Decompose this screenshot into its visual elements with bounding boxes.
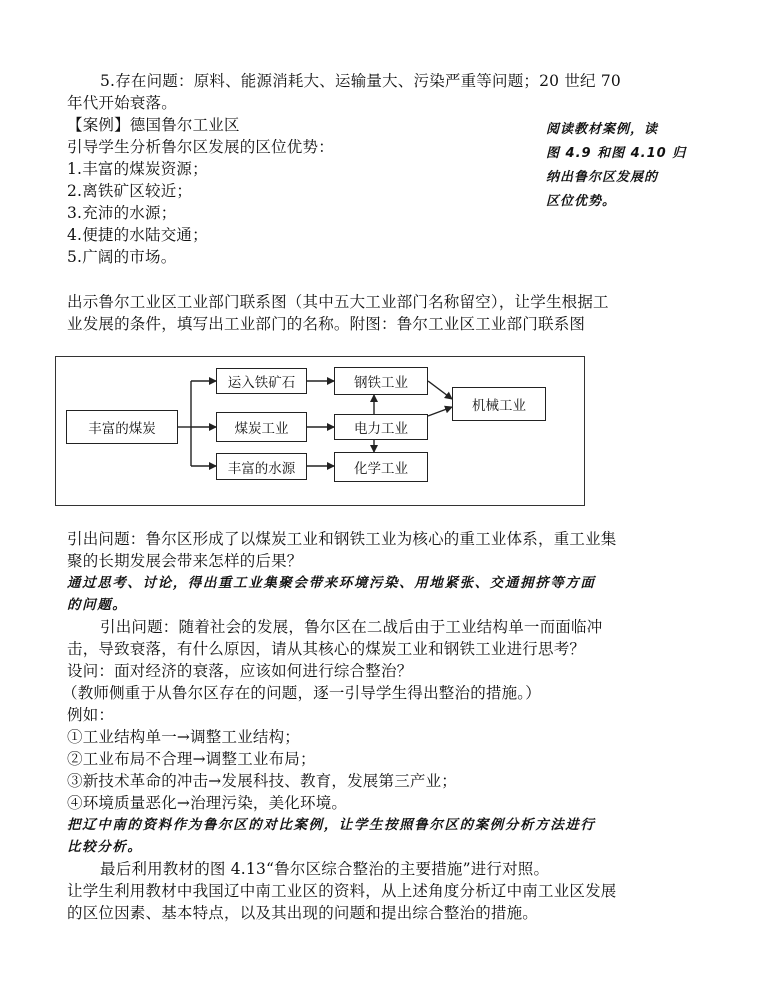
setup-question: 设问：面对经济的衰落，应该如何进行综合整治？ [67, 662, 413, 680]
discussion-line-1: 通过思考、讨论，得出重工业集聚会带来环境污染、用地紧张、交通拥挤等方面 [67, 575, 596, 591]
final-line-1: 最后利用教材的图 4.13“鲁尔区综合整治的主要措施”进行对照。 [100, 860, 550, 878]
side-note-line: 纳出鲁尔区发展的 [546, 170, 659, 185]
teacher-note: （教师侧重于从鲁尔区存在的问题，逐一引导学生得出整治的措施。） [62, 684, 541, 702]
question-2-line-2: 击，导致衰落，有什么原因，请从其核心的煤炭工业和钢铁工业进行思考？ [67, 640, 586, 658]
problem-line-2: 年代开始衰落。 [67, 94, 177, 112]
box-rich-coal: 丰富的煤炭 [66, 410, 178, 444]
measure-1: ①工业结构单一→调整工业结构； [67, 728, 300, 746]
side-note-line: 阅读教材案例，读 [546, 122, 659, 137]
compare-line-2: 比较分析。 [67, 839, 143, 855]
box-water-source: 丰富的水源 [216, 453, 307, 480]
diagram-intro-1: 出示鲁尔工业区工业部门联系图（其中五大工业部门名称留空），让学生根据工 [67, 293, 609, 311]
advantage-2: 2.离铁矿区较近； [67, 182, 193, 200]
box-coal-industry: 煤炭工业 [216, 412, 307, 442]
box-steel-industry: 钢铁工业 [334, 367, 428, 395]
side-note [546, 118, 696, 214]
side-note-line: 图 4.9 和图 4.10 归 [546, 146, 687, 161]
measure-3: ③新技术革命的冲击→发展科技、教育，发展第三产业； [67, 772, 457, 790]
question-1-line-2: 聚的长期发展会带来怎样的后果？ [67, 552, 303, 570]
advantage-4: 4.便捷的水陆交通； [67, 226, 208, 244]
box-chemical-industry: 化学工业 [334, 452, 428, 482]
measure-2: ②工业布局不合理→调整工业布局； [67, 750, 316, 768]
advantage-5: 5.广阔的市场。 [67, 248, 177, 266]
compare-line-1: 把辽中南的资料作为鲁尔区的对比案例，让学生按照鲁尔区的案例分析方法进行 [67, 817, 596, 833]
example-label: 例如： [67, 706, 115, 724]
final-line-2: 让学生利用教材中我国辽中南工业区的资料，从上述角度分析辽中南工业区发展 [67, 882, 617, 900]
industry-linkage-diagram [55, 356, 585, 506]
side-note-line: 区位优势。 [546, 194, 617, 209]
measure-4: ④环境质量恶化→治理污染，美化环境。 [67, 794, 348, 812]
advantage-3: 3.充沛的水源； [67, 204, 177, 222]
diagram-intro-2: 业发展的条件，填写出工业部门的名称。附图：鲁尔工业区工业部门联系图 [67, 315, 586, 333]
question-2-line-1: 引出问题：随着社会的发展，鲁尔区在二战后由于工业结构单一而面临冲 [100, 618, 603, 636]
problem-line-1: 5.存在问题：原料、能源消耗大、运输量大、污染严重等问题；20 世纪 70 [100, 72, 621, 90]
box-power-industry: 电力工业 [334, 414, 428, 440]
case-heading: 【案例】德国鲁尔工业区 [67, 116, 240, 134]
final-line-3: 的区位因素、基本特点，以及其出现的问题和提出综合整治的措施。 [67, 904, 539, 922]
box-iron-ore: 运入铁矿石 [216, 368, 307, 394]
guide-line: 引导学生分析鲁尔区发展的区位优势： [67, 138, 334, 156]
advantage-1: 1.丰富的煤炭资源； [67, 160, 208, 178]
box-machinery-industry: 机械工业 [452, 387, 546, 421]
question-1-line-1: 引出问题：鲁尔区形成了以煤炭工业和钢铁工业为核心的重工业体系，重工业集 [67, 530, 617, 548]
discussion-line-2: 的问题。 [67, 597, 128, 613]
